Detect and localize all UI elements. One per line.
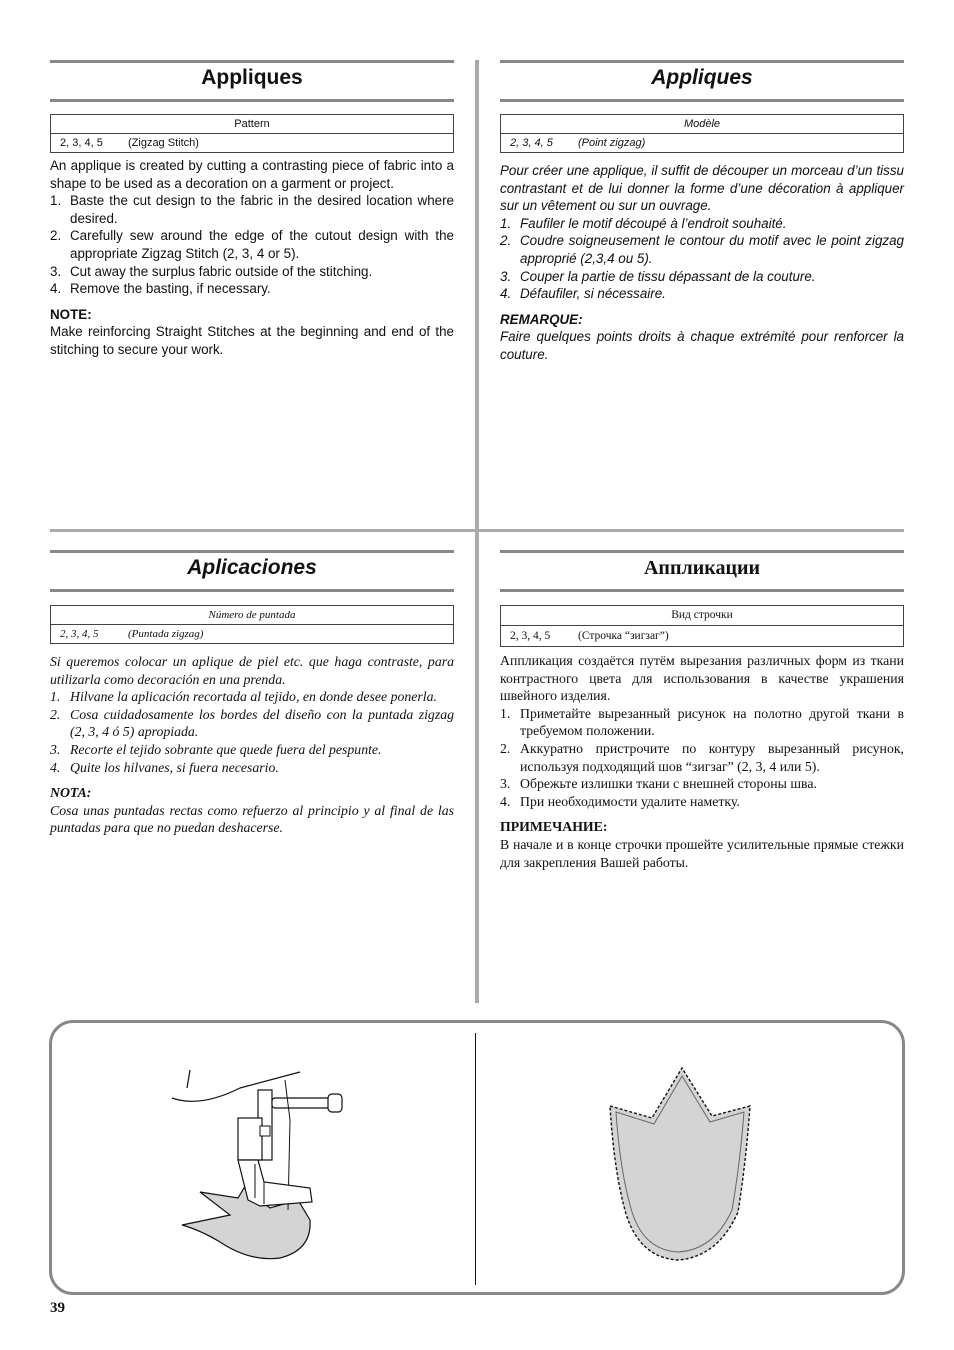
step-item: 1. Baste the cut design to the fabric in the desired location where desired.: [50, 193, 454, 226]
pattern-table-header: Pattern: [51, 115, 453, 134]
note-text: Make reinforcing Straight Stitches at the beginning and end of the stitching to secure your work.: [50, 324, 454, 357]
note-label: ПРИМЕЧАНИЕ:: [500, 819, 608, 835]
pattern-table-row: [51, 134, 453, 152]
pattern-table-row: [501, 134, 903, 152]
step-item: 4. Quite los hilvanes, si fuera necesario.: [50, 759, 279, 775]
step-item: 3. Couper la partie de tissu dépassant de la couture.: [500, 268, 816, 284]
step-item: 4. Défaufiler, si nécessaire.: [500, 286, 666, 302]
pattern-code: 2, 3, 4, 5: [60, 137, 103, 149]
section-title: Appliques: [50, 60, 454, 102]
pattern-table: [50, 114, 454, 153]
step-item: 2. Аккуратно пристрочите по контуру вырезанный рисунок, используя подходящий шов “зигзаг” (2, 3, 4 или 5).: [500, 740, 904, 774]
section-russian: [500, 550, 904, 990]
section-english: [50, 60, 454, 500]
note-text: В начале и в конце строчки прошейте усилительные прямые стежки для закрепления Вашей работы.: [500, 836, 904, 870]
illustration-divider: [475, 1033, 476, 1285]
section-spanish: [50, 550, 454, 990]
pattern-table-row: [51, 625, 453, 643]
pattern-description: (Строчка “зигзаг”): [578, 630, 669, 642]
section-body: [500, 652, 904, 871]
pattern-code: 2, 3, 4, 5: [60, 628, 99, 640]
note-label: REMARQUE:: [500, 311, 583, 327]
section-title: Aplicaciones: [50, 550, 454, 592]
note-text: Faire quelques points droits à chaque extrémité pour renforcer la couture.: [500, 329, 904, 362]
pattern-table-header: Вид строчки: [501, 606, 903, 626]
section-body: [50, 653, 454, 837]
section-title: Appliques: [500, 60, 904, 102]
pattern-description: (Puntada zigzag): [128, 628, 204, 640]
pattern-table: [50, 605, 454, 644]
step-item: 4. При необходимости удалите наметку.: [500, 793, 740, 809]
pattern-table: [500, 605, 904, 647]
section-title: Аппликации: [500, 550, 904, 592]
section-body: [50, 157, 454, 359]
step-item: 3. Recorte el tejido sobrante que quede fuera del pespunte.: [50, 741, 382, 757]
intro-paragraph: Si queremos colocar un aplique de piel etc. que haga contraste, para utilizarla como decoración en una prenda.: [50, 654, 454, 687]
tulip-applique-illustration: [600, 1062, 770, 1262]
pattern-table-header: Número de puntada: [51, 606, 453, 625]
step-item: 3. Cut away the surplus fabric outside of the stitching.: [50, 263, 373, 279]
step-item: 2. Coudre soigneusement le contour du motif avec le point zigzag approprié (2,3,4 ou 5).: [500, 233, 904, 266]
section-body: [500, 162, 904, 364]
intro-paragraph: Pour créer une applique, il suffit de découper un morceau d’un tissu contrastant et de lui donner la forme d’une décoration à appliquer sur un vêtement ou sur un ouvrage.: [500, 163, 904, 214]
steps-list: [50, 192, 454, 298]
pattern-table: [500, 114, 904, 153]
note-label: NOTA:: [50, 785, 92, 801]
section-french: [500, 60, 904, 500]
presser-foot-illustration: [160, 1060, 370, 1270]
pattern-table-header: Modèle: [501, 115, 903, 134]
pattern-description: (Point zigzag): [578, 137, 646, 149]
intro-paragraph: An applique is created by cutting a contrasting piece of fabric into a shape to be used as a decoration on a garment or project.: [50, 158, 454, 191]
note-text: Cosa unas puntadas rectas como refuerzo al principio y al final de las puntadas para que no puedan deshacerse.: [50, 802, 454, 836]
step-item: 2. Carefully sew around the edge of the cutout design with the appropriate Zigzag Stitch (2, 3, 4 or 5).: [50, 228, 454, 261]
steps-list: [500, 215, 904, 303]
pattern-code: 2, 3, 4, 5: [510, 137, 553, 149]
step-item: 3. Обрежьте излишки ткани с внешней стороны шва.: [500, 776, 817, 792]
pattern-description: (Zigzag Stitch): [128, 137, 199, 149]
steps-list: [50, 688, 454, 776]
intro-paragraph: Аппликация создаётся путём вырезания различных форм из ткани контрастного цвета для использования в качестве украшения швейного изделия.: [500, 653, 904, 704]
page-number: 39: [50, 1300, 65, 1316]
center-horizontal-divider: [50, 529, 904, 532]
steps-list: [500, 705, 904, 811]
step-item: 1. Приметайте вырезанный рисунок на полотно другой ткани в требуемом положении.: [500, 705, 904, 739]
step-item: 2. Cosa cuidadosamente los bordes del diseño con la puntada zigzag (2, 3, 4 ó 5) apropiada.: [50, 706, 454, 740]
pattern-code: 2, 3, 4, 5: [510, 630, 551, 642]
pattern-table-row: [501, 626, 903, 646]
step-item: 1. Hilvane la aplicación recortada al tejido, en donde desee ponerla.: [50, 689, 437, 705]
step-item: 1. Faufiler le motif découpé à l’endroit souhaité.: [500, 215, 787, 231]
note-label: NOTE:: [50, 306, 92, 322]
step-item: 4. Remove the basting, if necessary.: [50, 281, 271, 297]
